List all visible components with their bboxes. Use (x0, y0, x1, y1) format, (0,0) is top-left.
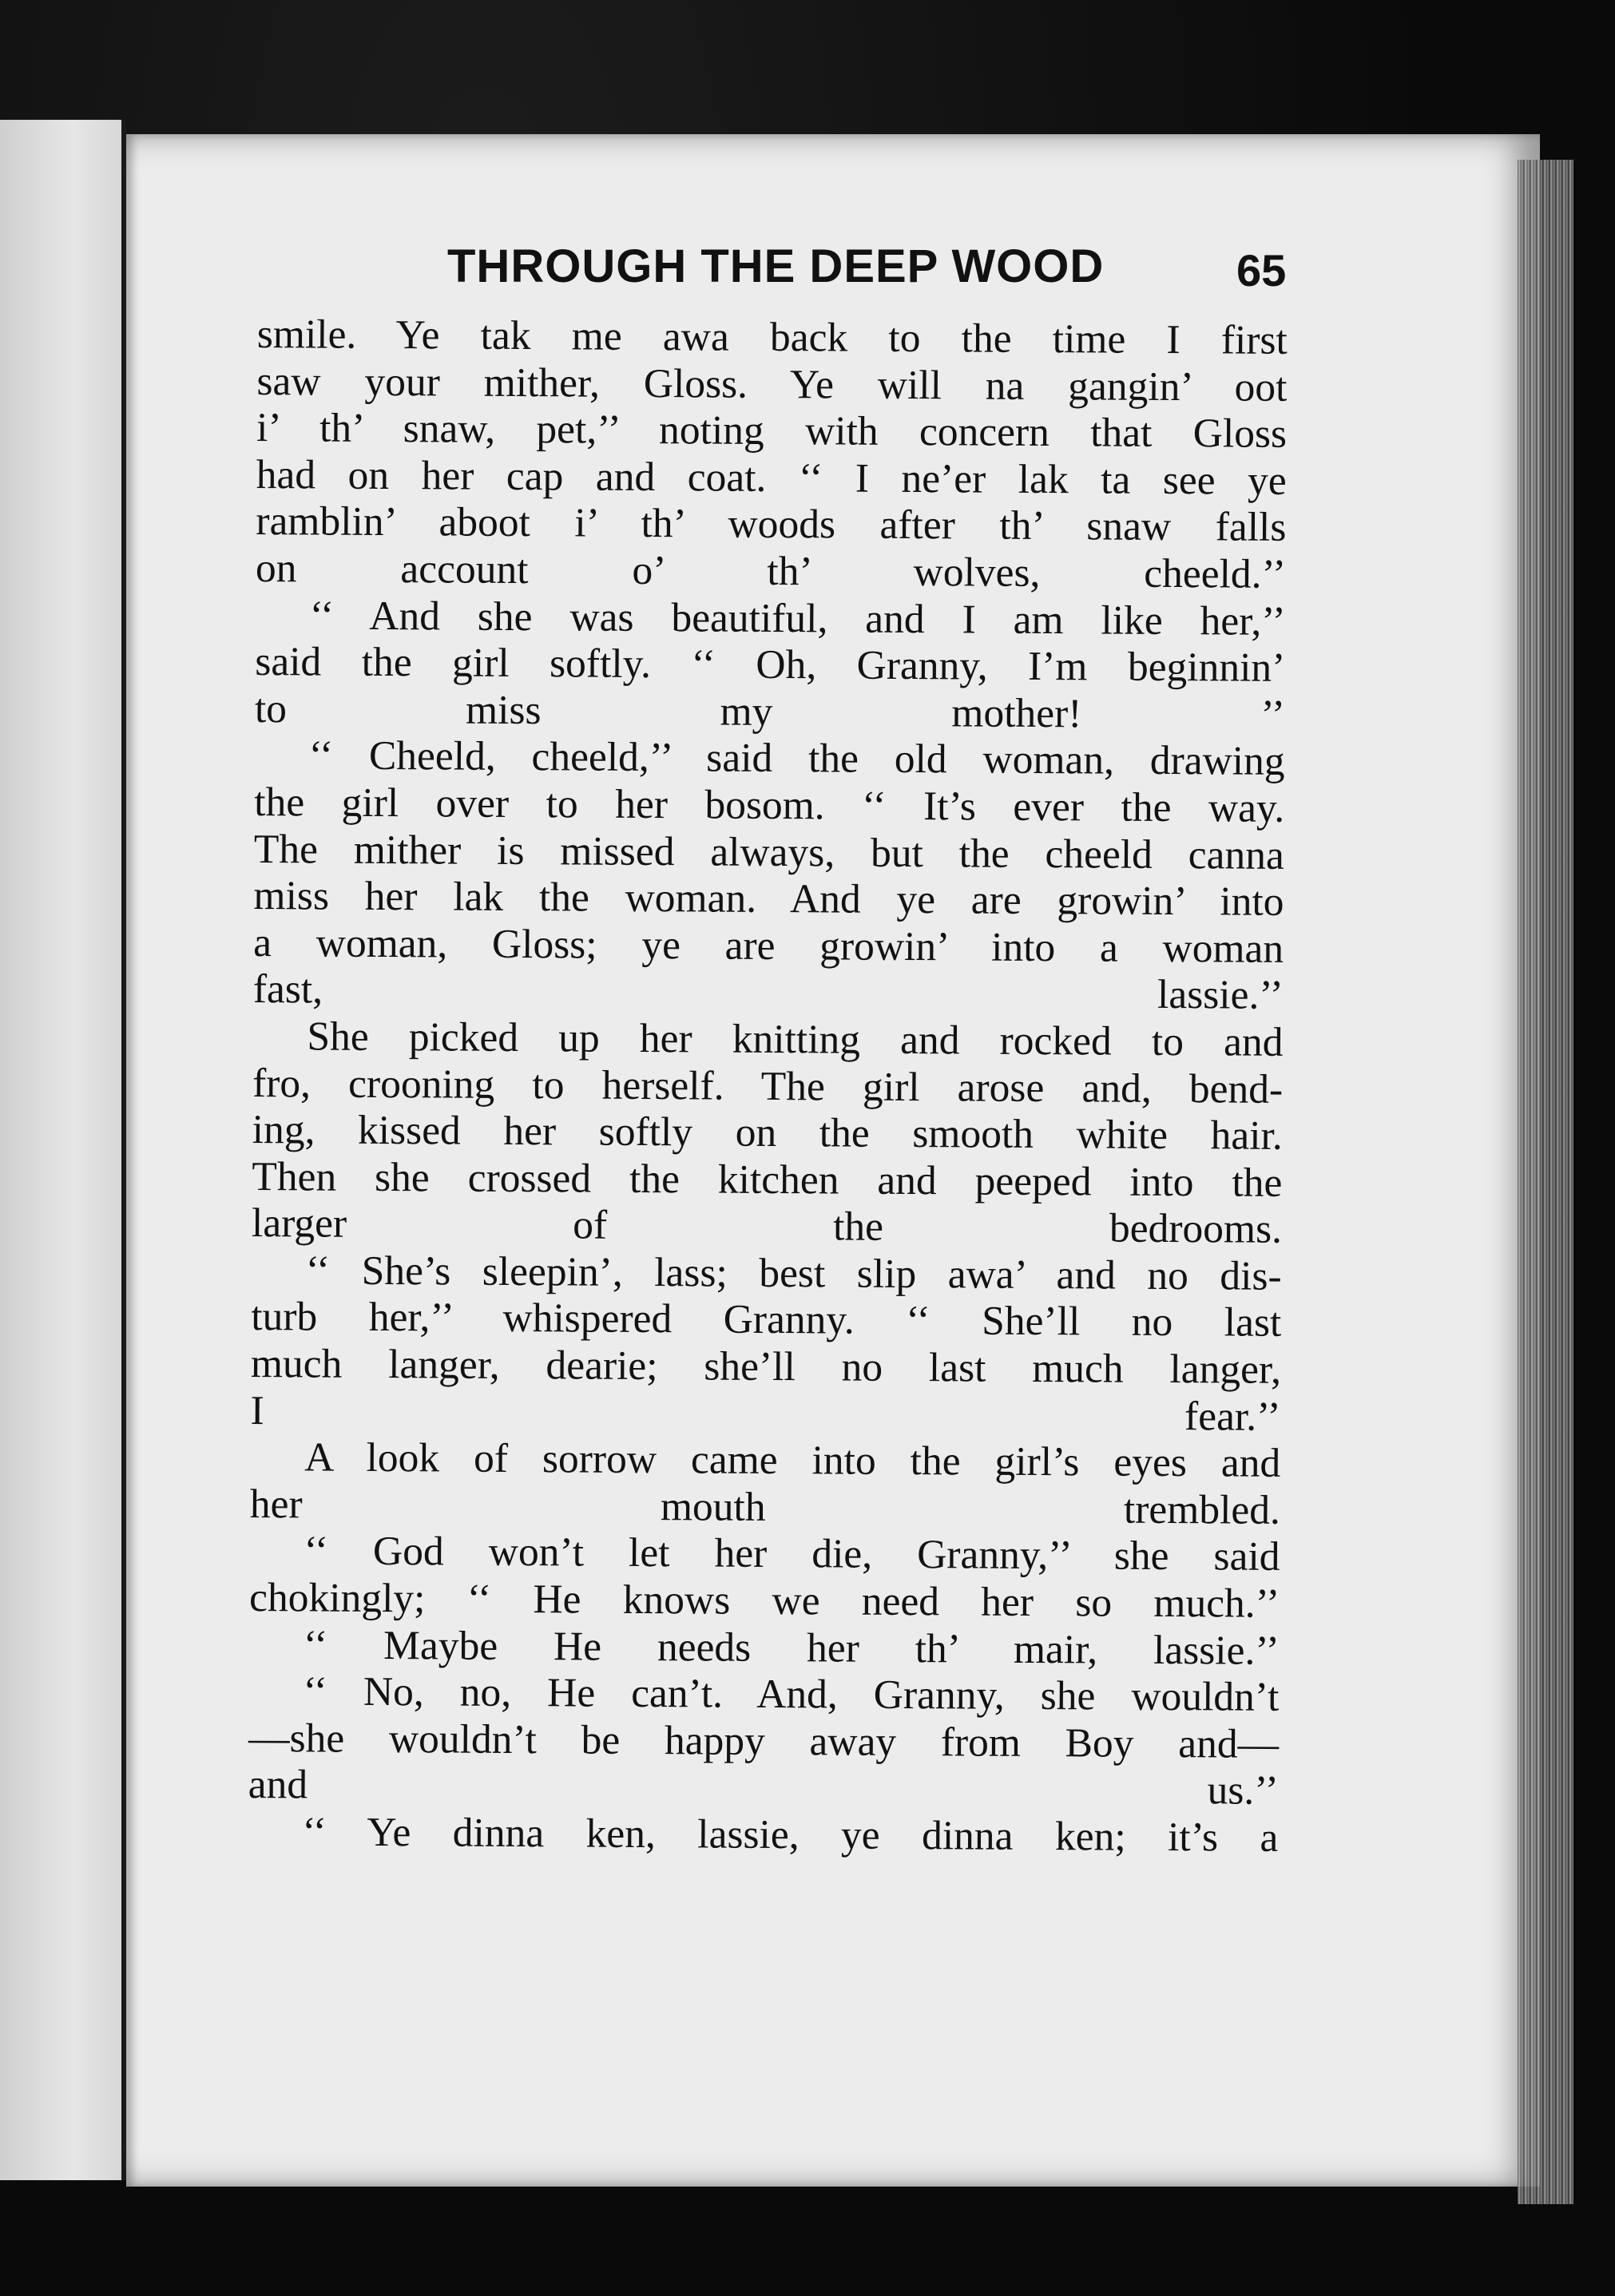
running-title: THROUGH THE DEEP WOOD (447, 240, 1105, 292)
text-line: ing, kissed her softly on the smooth white hair. (252, 1107, 1283, 1159)
text-line: ‘‘ Maybe He needs her th’ mair, lassie.’’ (303, 1622, 1280, 1674)
text-line: ‘‘ God won’t let her die, Granny,’’ she said (304, 1528, 1280, 1580)
page-number: 65 (1236, 245, 1287, 295)
text-line: A look of sorrow came into the girl’s eyes and (304, 1434, 1281, 1487)
text-line: chokingly; ‘‘ He knows we need her so much.’’ (248, 1575, 1280, 1627)
text-line: ‘‘ Cheeld, cheeld,’’ said the old woman, drawing (308, 732, 1285, 785)
text-line: and us.’’ (248, 1762, 1279, 1814)
text-line: fro, crooning to herself. The girl arose and, bend- (252, 1060, 1284, 1112)
paragraph (252, 1013, 1284, 1254)
paragraph (256, 311, 1288, 598)
text-line: —she wouldn’t be happy away from Boy and— (248, 1715, 1280, 1767)
text-line: fast, lassie.’’ (252, 966, 1284, 1019)
text-line: ‘‘ Ye dinna ken, lassie, ye dinna ken; it’s a (302, 1809, 1279, 1861)
text-line: much langer, dearie; she’ll no last much langer, (250, 1341, 1282, 1393)
body-text (248, 311, 1288, 1862)
text-line: on account o’ th’ wolves, cheeld.’’ (255, 545, 1287, 597)
text-line: to miss my mother! ’’ (254, 685, 1286, 738)
text-line: i’ th’ snaw, pet,’’ noting with concern that Gloss (256, 405, 1288, 458)
paragraph (255, 593, 1286, 740)
text-line: had on her cap and coat. ‘‘ I ne’er lak ta see ye (256, 451, 1287, 504)
text-line: ‘‘ She’s sleepin’, lass; best slip awa’ and no dis- (305, 1247, 1282, 1299)
text-line: the girl over to her bosom. ‘‘ It’s ever the way. (254, 779, 1285, 831)
paragraph (249, 1622, 1280, 1675)
paragraph (248, 1809, 1278, 1862)
text-line: I fear.’’ (250, 1387, 1281, 1440)
paragraph (249, 1528, 1280, 1628)
text-line: She picked up her knitting and rocked to and (307, 1013, 1284, 1065)
paragraph (250, 1247, 1281, 1441)
text-line: miss her lak the woman. And ye are growin’ into (253, 873, 1284, 925)
text-line: larger of the bedrooms. (251, 1200, 1283, 1253)
text-line: said the girl softly. ‘‘ Oh, Granny, I’m beginnin’ (255, 639, 1286, 692)
paragraph (250, 1434, 1281, 1534)
text-line: ramblin’ aboot i’ th’ woods after th’ snaw falls (256, 498, 1287, 551)
text-line: her mouth trembled. (249, 1481, 1281, 1533)
paragraph (253, 732, 1285, 1019)
text-line: Then she crossed the kitchen and peeped into the (252, 1153, 1283, 1206)
page-stack-edge (1518, 160, 1573, 2204)
text-line: ‘‘ No, no, He can’t. And, Granny, she wouldn’t (303, 1668, 1280, 1721)
text-line: The mither is missed always, but the cheeld canna (253, 826, 1285, 878)
paragraph (248, 1668, 1280, 1815)
text-line: a woman, Gloss; ye are growin’ into a woman (252, 919, 1284, 972)
text-line: saw your mither, Gloss. Ye will na gangin’ oot (256, 358, 1288, 410)
text-line: turb her,’’ whispered Granny. ‘‘ She’ll no last (251, 1294, 1282, 1346)
text-line: ‘‘ And she was beautiful, and I am like her,’’ (309, 592, 1286, 644)
text-line: smile. Ye tak me awa back to the time I first (256, 311, 1288, 363)
previous-page-edge (0, 120, 126, 2180)
